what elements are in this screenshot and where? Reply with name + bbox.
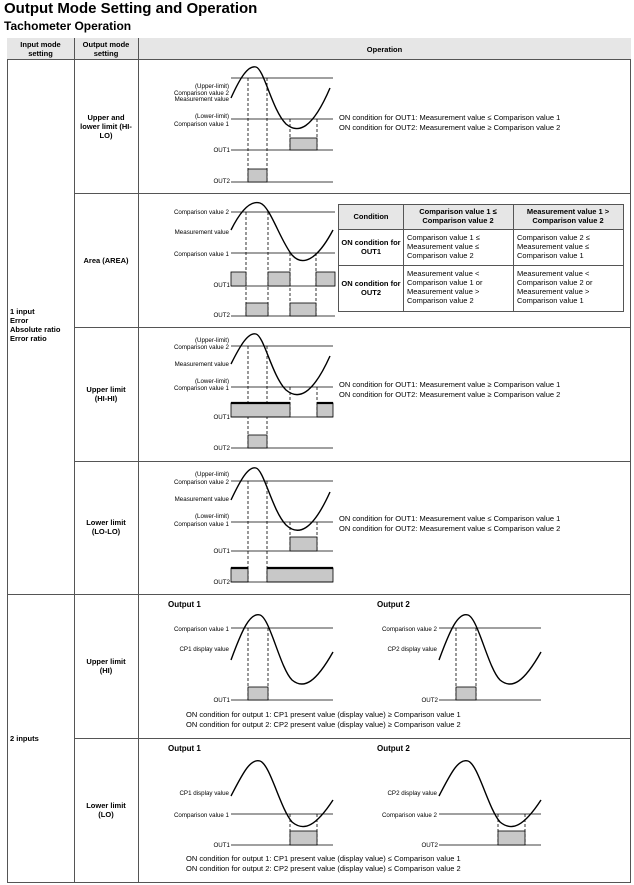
waveform [231, 761, 333, 827]
output2-on-pulse [498, 831, 525, 845]
out1-on-pulse [268, 272, 290, 286]
label-lower-limit: (Lower-limit) [194, 378, 229, 385]
waveform [439, 615, 541, 684]
out2-on-pulse [248, 169, 267, 182]
area-table-head-col2: Measurement value 1 > Comparison value 2 [526, 207, 610, 225]
diagram-area [174, 203, 335, 319]
label-cv2: Comparison value 2 [173, 479, 229, 486]
condition-hihi: ON condition for OUT1: Measurement value ≥ Comparison value 1 ON condition for OUT2: Measurement value ≥ Comparison value 2 [339, 380, 561, 399]
label-measurement: Measurement value [174, 229, 229, 236]
diagram-hilo [174, 67, 333, 185]
label-out1: OUT1 [213, 282, 230, 289]
label-cv2: Comparison value 2 [381, 626, 437, 633]
out1-on-pulse [290, 138, 317, 150]
output-mode-lolo: Lower limit (LO-LO) [86, 518, 126, 536]
out2-on-pulse [290, 303, 316, 316]
output-mode-hi: Upper limit (HI) [86, 657, 126, 675]
label-upper-limit: (Upper-limit) [194, 471, 229, 478]
label-out1: OUT1 [213, 147, 230, 154]
area-table-out1-col2: Comparison value 2 ≤ Measurement value ≤ Comparison value 1 [517, 233, 590, 260]
label-cv1: Comparison value 1 [173, 251, 229, 258]
section-title: Tachometer Operation [4, 19, 132, 33]
label-cv1: Comparison value 1 [173, 385, 229, 392]
waveform [231, 468, 330, 530]
label-cv2: Comparison value 2 [173, 90, 229, 97]
label-cp2: CP2 display value [387, 646, 437, 653]
label-cv1: Comparison value 1 [173, 626, 229, 633]
label-measurement: Measurement value [174, 496, 229, 503]
condition-lo: ON condition for output 1: CP1 present value (display value) ≤ Comparison value 1 ON condition for output 2: CP2 present value (display value) ≤ Comparison value 2 [186, 854, 461, 873]
diagram-hihi [174, 334, 333, 452]
output2-on-pulse [456, 687, 476, 700]
label-cv2: Comparison value 2 [173, 344, 229, 351]
label-out2: OUT2 [421, 697, 438, 704]
condition-hilo: ON condition for OUT1: Measurement value ≤ Comparison value 1 ON condition for OUT2: Measurement value ≥ Comparison value 2 [339, 113, 561, 132]
area-table-head-condition: Condition [353, 212, 389, 221]
label-lower-limit: (Lower-limit) [194, 513, 229, 520]
output1-on-pulse [290, 831, 317, 845]
out1-on-pulse [231, 403, 290, 417]
out1-on-pulse [231, 272, 246, 286]
label-out1: OUT1 [213, 697, 230, 704]
out1-on-pulse [290, 537, 317, 551]
label-cp1: CP1 display value [179, 790, 229, 797]
diagram-lolo [174, 468, 333, 586]
output-mode-hilo: Upper and lower limit (HI-LO) [80, 113, 132, 140]
header-operation: Operation [366, 45, 403, 54]
waveform [231, 203, 333, 261]
label-out2: OUT2 [213, 579, 230, 586]
waveform [231, 615, 333, 684]
label-out2: OUT2 [213, 312, 230, 319]
diagram-lo [168, 744, 541, 849]
out2-on-pulse [231, 568, 248, 582]
area-table-out2-col2: Measurement value < Comparison value 2 or Measurement value > Comparison value 1 [517, 269, 593, 305]
area-table-out1-label: ON condition for OUT1 [341, 238, 401, 256]
waveform [231, 334, 330, 395]
condition-hi: ON condition for output 1: CP1 present value (display value) ≥ Comparison value 1 ON condition for output 2: CP2 present value (display value) ≥ Comparison value 2 [186, 710, 461, 729]
input-mode-two-inputs: 2 inputs [10, 734, 39, 743]
label-out1: OUT1 [213, 414, 230, 421]
label-upper-limit: (Upper-limit) [194, 337, 229, 344]
out1-on-pulse [316, 272, 335, 286]
label-measurement: Measurement value [174, 361, 229, 368]
label-cp1: CP1 display value [179, 646, 229, 653]
output-mode-area: Area (AREA) [83, 256, 129, 265]
input-mode-one-input: 1 input Error Absolute ratio Error ratio [10, 307, 61, 343]
label-lower-limit: (Lower-limit) [194, 113, 229, 120]
header-input-mode: Input mode setting [20, 40, 61, 58]
output1-on-pulse [248, 687, 268, 700]
waveform [439, 761, 541, 827]
condition-lolo: ON condition for OUT1: Measurement value ≤ Comparison value 1 ON condition for OUT2: Measurement value ≤ Comparison value 2 [339, 514, 561, 533]
output-mode-hihi: Upper limit (HI-HI) [86, 385, 126, 403]
label-out2: OUT2 [421, 842, 438, 849]
label-output1: Output 1 [168, 744, 201, 753]
label-out2: OUT2 [213, 445, 230, 452]
area-table-out1-col1: Comparison value 1 ≤ Measurement value ≤ Comparison value 2 [407, 233, 480, 260]
label-output1: Output 1 [168, 600, 201, 609]
out2-on-pulse [246, 303, 268, 316]
label-cv1: Comparison value 1 [173, 121, 229, 128]
out2-on-pulse [248, 435, 267, 448]
label-output2: Output 2 [377, 600, 410, 609]
label-measurement: Measurement value [174, 96, 229, 103]
label-cv2: Comparison value 2 [173, 209, 229, 216]
out1-on-pulse [317, 403, 333, 417]
out2-on-pulse [267, 568, 333, 582]
label-cv1: Comparison value 1 [173, 521, 229, 528]
output-mode-lo: Lower limit (LO) [86, 801, 126, 819]
label-cv2: Comparison value 2 [381, 812, 437, 819]
label-cp2: CP2 display value [387, 790, 437, 797]
label-out1: OUT1 [213, 842, 230, 849]
label-out1: OUT1 [213, 548, 230, 555]
label-cv1: Comparison value 1 [173, 812, 229, 819]
page-title: Output Mode Setting and Operation [4, 0, 258, 17]
area-table-out2-col1: Measurement value < Comparison value 1 or Measurement value > Comparison value 2 [407, 269, 483, 305]
label-upper-limit: (Upper-limit) [194, 83, 229, 90]
label-out2: OUT2 [213, 178, 230, 185]
header-output-mode: Output mode setting [82, 40, 130, 58]
area-table-head-col1: Comparison value 1 ≤ Comparison value 2 [419, 207, 497, 225]
area-table-out2-label: ON condition for OUT2 [341, 279, 401, 297]
diagram-hi [168, 600, 541, 704]
label-output2: Output 2 [377, 744, 410, 753]
